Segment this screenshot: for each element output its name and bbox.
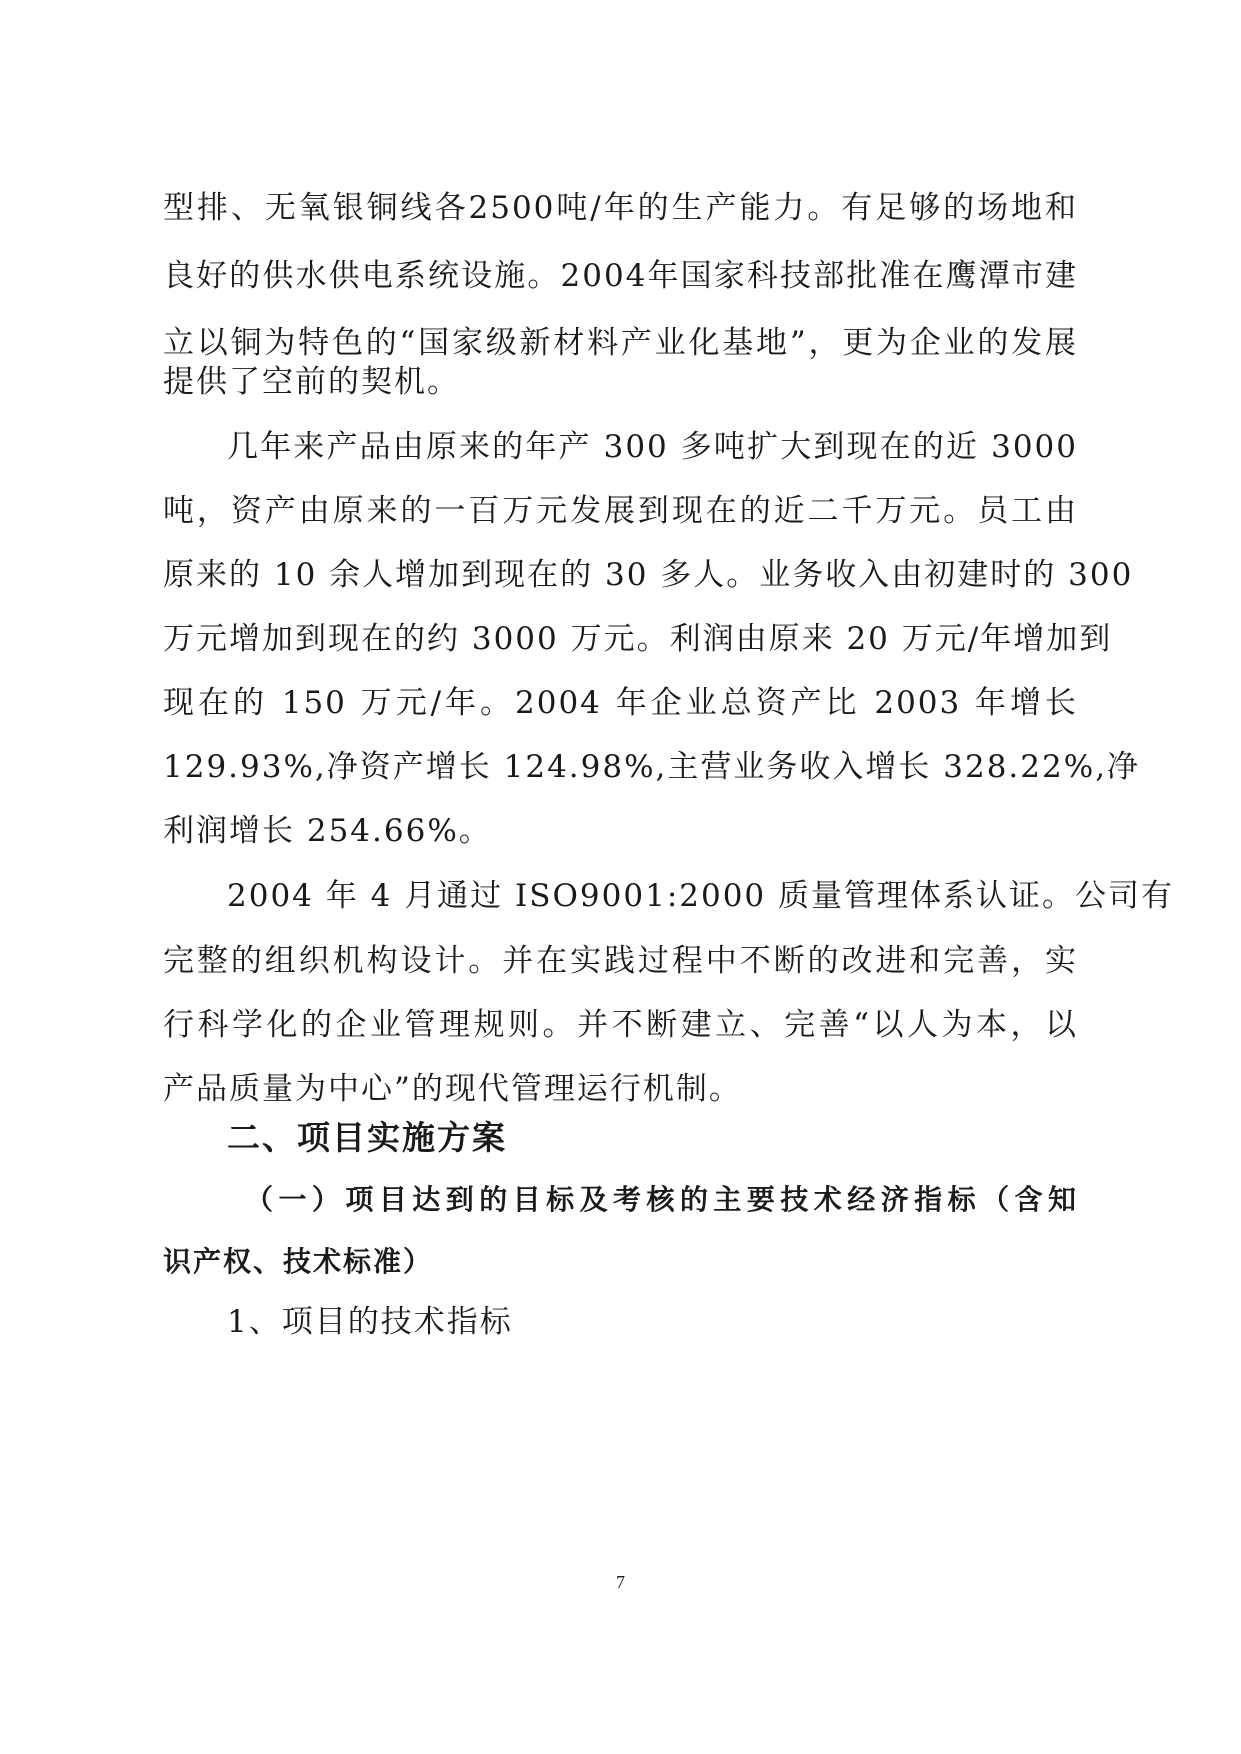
paragraph-1-line-2: 良好的供水供电系统设施。2004年国家科技部批准在鹰潭市建 — [163, 258, 1078, 294]
subsection-heading-line-2: 识产权、技术标准） — [163, 1245, 434, 1278]
paragraph-2-line-2: 吨，资产由原来的一百万元发展到现在的近二千万元。员工由 — [163, 493, 1078, 529]
paragraph-1-line-3: 立以铜为特色的“国家级新材料产业化基地”，更为企业的发展 — [163, 325, 1078, 361]
paragraph-1-line-4: 提供了空前的契机。 — [163, 364, 460, 400]
paragraph-3-line-4: 产品质量为中心”的现代管理运行机制。 — [163, 1071, 742, 1107]
section-heading: 二、项目实施方案 — [227, 1118, 507, 1157]
paragraph-3-line-3: 行科学化的企业管理规则。并不断建立、完善“以人为本，以 — [163, 1007, 1078, 1043]
paragraph-3-line-1: 2004 年 4 月通过 ISO9001:2000 质量管理体系认证。公司有 — [227, 878, 1175, 914]
subsection-heading-line-1: （一）项目达到的目标及考核的主要技术经济指标（含知 — [245, 1183, 1078, 1216]
paragraph-1-line-1: 型排、无氧银铜线各2500吨/年的生产能力。有足够的场地和 — [163, 190, 1078, 226]
paragraph-2-line-6: 129.93%,净资产增长 124.98%,主营业务收入增长 328.22%,净 — [163, 749, 1141, 785]
item-heading: 1、项目的技术指标 — [227, 1304, 513, 1340]
paragraph-2-line-5: 现在的 150 万元/年。2004 年企业总资产比 2003 年增长 — [163, 685, 1078, 721]
paragraph-2-line-7: 利润增长 254.66%。 — [163, 813, 492, 849]
paragraph-3-line-2: 完整的组织机构设计。并在实践过程中不断的改进和完善，实 — [163, 943, 1078, 979]
paragraph-2-line-1: 几年来产品由原来的年产 300 多吨扩大到现在的近 3000 — [227, 429, 1078, 465]
paragraph-2-line-3: 原来的 10 余人增加到现在的 30 多人。业务收入由初建时的 300 — [163, 557, 1134, 593]
page-number: 7 — [616, 1572, 625, 1592]
paragraph-2-line-4: 万元增加到现在的约 3000 万元。利润由原来 20 万元/年增加到 — [163, 621, 1113, 657]
